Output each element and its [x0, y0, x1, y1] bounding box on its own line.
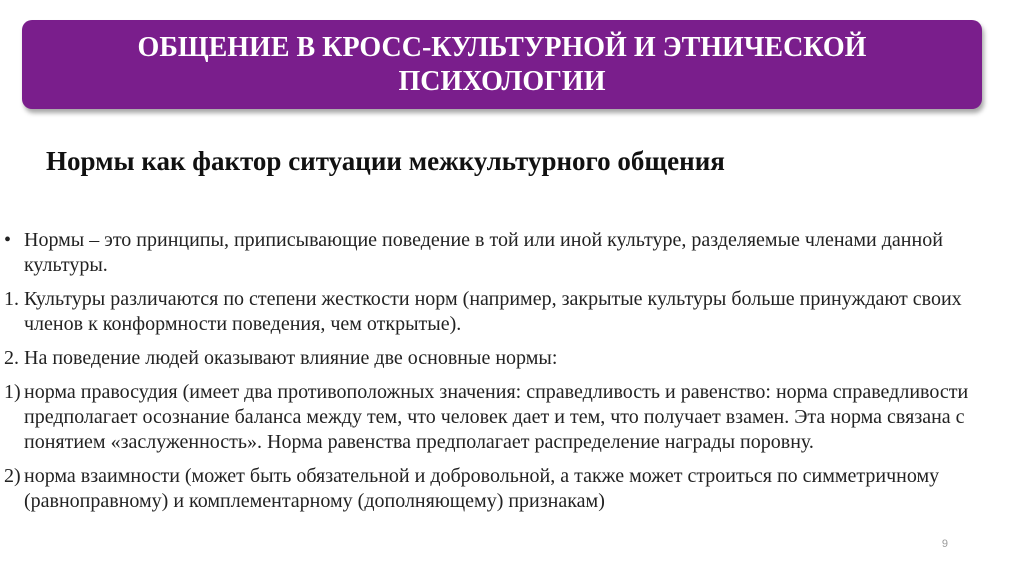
slide-title-line-2: ПСИХОЛОГИИ: [398, 65, 606, 97]
bullet-marker: •: [4, 229, 12, 251]
list-item-text: Культуры различаются по степени жесткости норм (например, закрытые культуры больше принуждают своих членов к конформности поведения, чем открытые).: [24, 288, 962, 335]
list-item-text: норма правосудия (имеет два противоположных значения: справедливость и равенство: норма справедливости предполагает осознание баланса между тем, что человек дает и тем, что получает взамен. Эта норма связана с понятием «заслуженность». Норма равенства предполагает распределение награды поровну.: [24, 381, 969, 453]
list-item-2: [4, 346, 994, 371]
list-item-1: [4, 287, 994, 337]
title-banner: [22, 20, 982, 109]
number-marker: 1): [4, 381, 21, 403]
list-item-text: На поведение людей оказывают влияние две основные нормы:: [24, 347, 558, 369]
number-marker: 2): [4, 465, 21, 487]
list-item-text: норма взаимности (может быть обязательной и добровольной, а также может строиться по симметричному (равноправному) и комплементарному (дополняющему) признакам): [24, 465, 940, 512]
list-item-definition: [4, 228, 994, 278]
sublist-item-reciprocity-norm: [4, 464, 994, 514]
slide-number: 9: [941, 538, 948, 550]
slide-subtitle: Нормы как фактор ситуации межкультурного общения: [46, 146, 725, 176]
slide-title-line-1: ОБЩЕНИЕ В КРОСС-КУЛЬТУРНОЙ И ЭТНИЧЕСКОЙ: [137, 31, 867, 63]
sublist-item-justice-norm: [4, 380, 994, 455]
content-list: [4, 228, 994, 523]
number-marker: 1.: [4, 288, 19, 310]
list-item-text: Нормы – это принципы, приписывающие поведение в той или иной культуре, разделяемые членами данной культуры.: [24, 229, 943, 276]
slide-title: [138, 31, 867, 99]
number-marker: 2.: [4, 347, 19, 369]
